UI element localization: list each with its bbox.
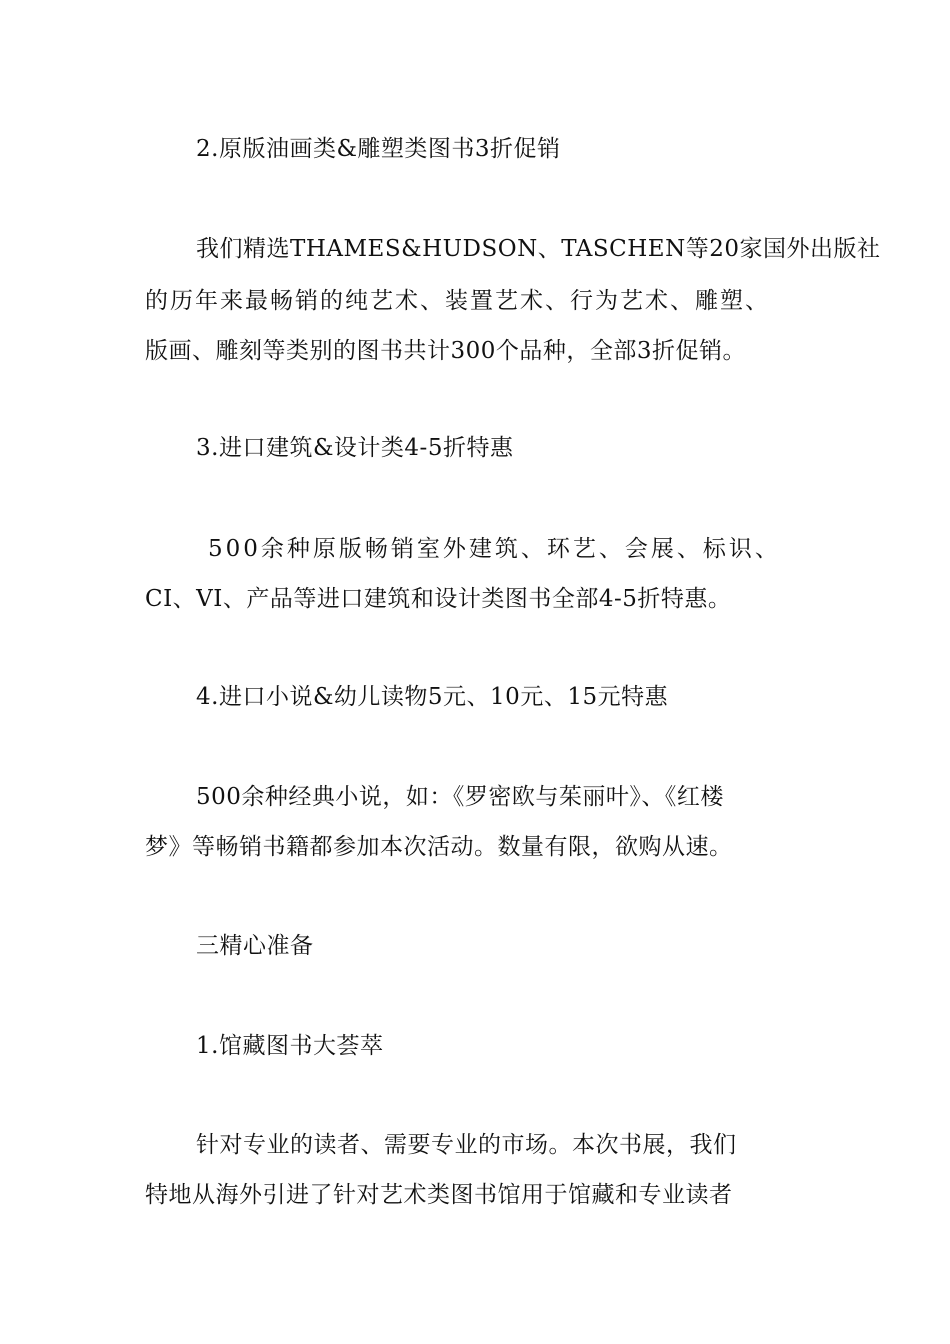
paragraph-line: 针对专业的读者、需要专业的市场。本次书展，我们 <box>196 1132 737 1158</box>
heading-library-collection: 1.馆藏图书大荟萃 <box>196 1033 384 1059</box>
paragraph-line: 我们精选THAMES&HUDSON、TASCHEN等20家国外出版社 <box>196 236 881 262</box>
paragraph-line: 梦》等畅销书籍都参加本次活动。数量有限，欲购从速。 <box>145 834 733 860</box>
paragraph-line: CI、VI、产品等进口建筑和设计类图书全部4-5折特惠。 <box>145 586 732 612</box>
heading-novels-children-books: 4.进口小说&幼儿读物5元、10元、15元特惠 <box>196 684 669 710</box>
paragraph-line: 500余种经典小说，如：《罗密欧与茱丽叶》、《红楼 <box>196 784 724 810</box>
paragraph-line: 特地从海外引进了针对艺术类图书馆用于馆藏和专业读者 <box>145 1182 733 1208</box>
heading-oil-painting-sculpture: 2.原版油画类&雕塑类图书3折促销 <box>196 136 561 162</box>
paragraph-line: 版画、雕刻等类别的图书共计300个品种，全部3折促销。 <box>145 338 747 364</box>
paragraph-line: 的历年来最畅销的纯艺术、装置艺术、行为艺术、雕塑、 <box>145 288 770 314</box>
section-heading-preparation: 三精心准备 <box>196 933 314 959</box>
paragraph-line: 500余种原版畅销室外建筑、环艺、会展、标识、 <box>208 536 781 562</box>
heading-architecture-design: 3.进口建筑&设计类4-5折特惠 <box>196 435 514 461</box>
